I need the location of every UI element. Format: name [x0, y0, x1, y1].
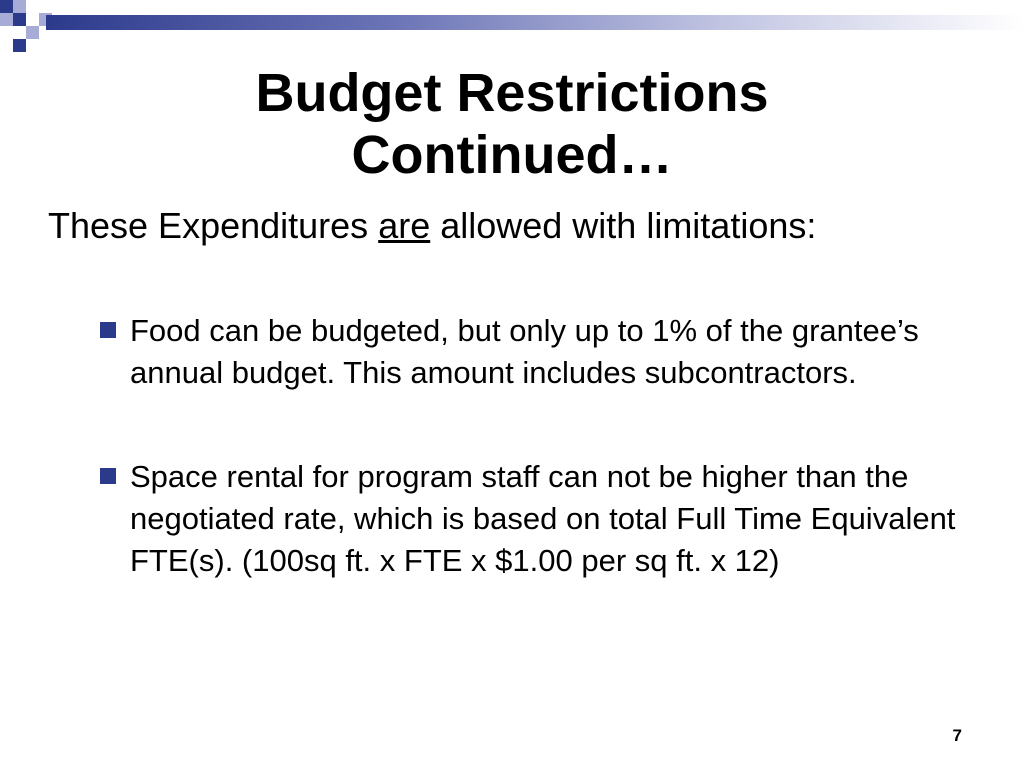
header-decoration [0, 0, 1024, 70]
page-number: 7 [952, 726, 962, 745]
decorative-square [13, 0, 26, 13]
bullet-text: Space rental for program staff can not be higher than the negotiated rate, which is based on total Full Time Equivalent FTE(s). (100sq ft. x FTE x $1.00 per sq ft. x 12) [130, 459, 956, 578]
decorative-square [0, 0, 13, 13]
square-bullet-icon [100, 322, 116, 338]
slide-title [0, 62, 1024, 186]
bullet-text: Food can be budgeted, but only up to 1% of the grantee’s annual budget. This amount includes subcontractors. [130, 313, 919, 390]
list-item [100, 456, 980, 582]
intro-text-end: allowed with limitations: [430, 205, 817, 246]
intro-underlined-word: are [378, 205, 431, 246]
square-bullet-icon [100, 468, 116, 484]
bullet-list [100, 310, 980, 582]
slide-title-line-1: Budget Restrictions [255, 63, 769, 123]
intro-paragraph [48, 204, 842, 248]
decorative-square [26, 26, 39, 39]
list-item [100, 310, 980, 394]
decorative-square [0, 13, 13, 26]
decorative-square [13, 13, 26, 26]
decorative-square [13, 39, 26, 52]
intro-text-start: These Expenditures [48, 205, 379, 246]
header-gradient-bar [46, 15, 1024, 30]
slide-title-line-2: Continued… [351, 125, 673, 185]
